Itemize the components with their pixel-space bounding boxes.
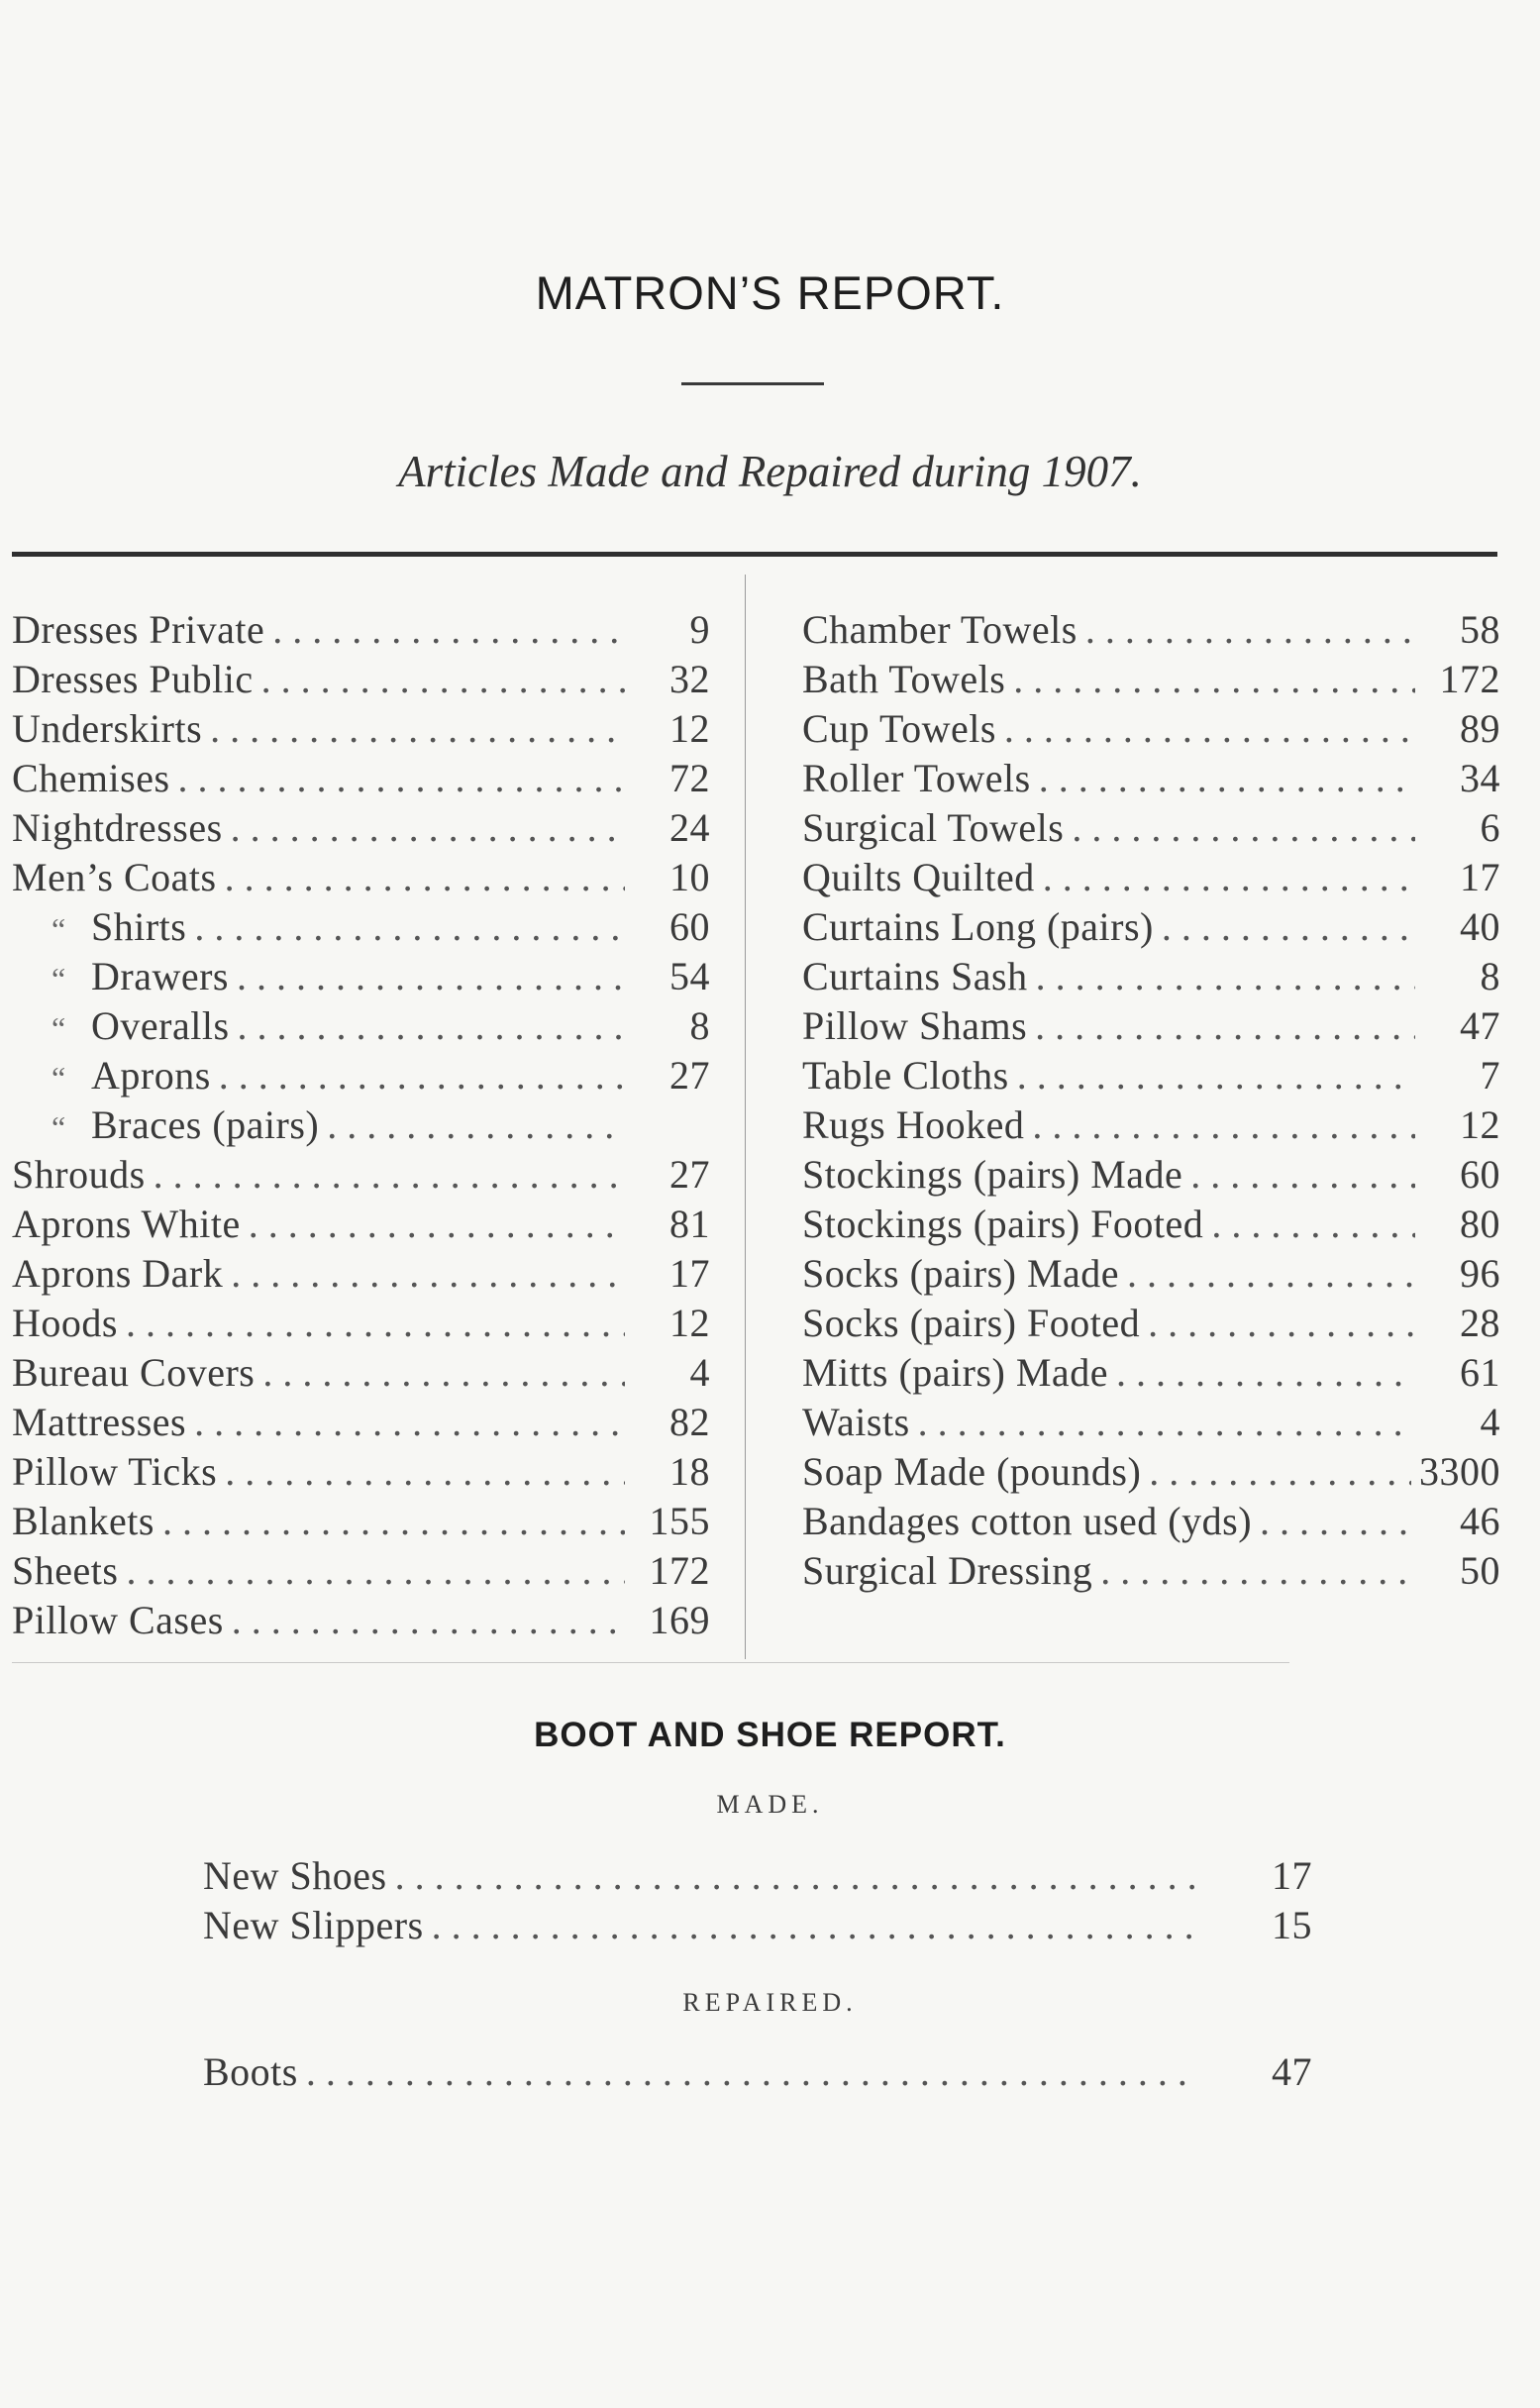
item-label: Chemises — [12, 756, 170, 800]
item-label: Aprons White — [12, 1202, 241, 1246]
header-rule — [12, 552, 1497, 557]
item-label: Socks (pairs) Footed — [802, 1301, 1141, 1345]
articles-right-column — [802, 606, 1500, 1597]
dot-leader — [1116, 1349, 1415, 1396]
item-label: Soap Made (pounds) — [802, 1449, 1142, 1494]
dot-leader — [918, 1399, 1415, 1445]
dot-leader — [238, 1002, 625, 1049]
page-subtitle: Articles Made and Repaired during 1907. — [398, 447, 1142, 496]
ditto-mark: “ — [51, 1060, 66, 1096]
item-label: Roller Towels — [802, 756, 1031, 800]
dot-leader — [1032, 1101, 1415, 1148]
item-label: Waists — [802, 1400, 910, 1444]
dot-leader — [232, 1597, 625, 1643]
item-count: 15 — [1272, 1903, 1312, 1947]
item-label: Pillow Shams — [802, 1003, 1028, 1048]
item-label: Pillow Ticks — [12, 1449, 218, 1494]
dot-leader — [1072, 804, 1415, 851]
item-count: 9 — [689, 607, 710, 652]
item-count: 4 — [1480, 1400, 1500, 1444]
list-item — [802, 1101, 1500, 1151]
dot-leader — [194, 1399, 625, 1445]
dot-leader — [225, 1448, 625, 1495]
item-label: Boots — [203, 2049, 298, 2094]
ditto-mark: “ — [51, 1010, 66, 1046]
list-item — [802, 1250, 1500, 1300]
dot-leader — [162, 1498, 625, 1544]
dot-leader — [1039, 755, 1415, 801]
dot-leader — [1035, 1002, 1415, 1049]
item-count: 8 — [689, 1003, 710, 1048]
item-count: 3300 — [1419, 1449, 1500, 1494]
page-title: MATRON’S REPORT. — [535, 266, 1005, 319]
item-count: 54 — [669, 954, 710, 998]
dot-leader — [1149, 1448, 1411, 1495]
list-item — [203, 1902, 1312, 1951]
item-count: 61 — [1460, 1350, 1500, 1395]
item-count: 47 — [1272, 2049, 1312, 2094]
item-label: Aprons — [91, 1053, 211, 1098]
item-label: Aprons Dark — [12, 1251, 224, 1296]
item-label: Rugs Hooked — [802, 1102, 1025, 1147]
articles-left-column — [12, 606, 710, 1646]
item-label: Sheets — [12, 1548, 119, 1593]
dot-leader — [395, 1852, 1195, 1899]
item-label: Curtains Long (pairs) — [802, 904, 1154, 949]
dot-leader — [1013, 656, 1415, 702]
item-count: 50 — [1460, 1548, 1500, 1593]
dot-leader — [210, 705, 625, 752]
item-count: 18 — [669, 1449, 710, 1494]
list-item — [802, 1349, 1500, 1399]
dot-leader — [1190, 1151, 1415, 1198]
item-label: Nightdresses — [12, 805, 223, 850]
ditto-mark: “ — [51, 961, 66, 996]
item-count: 32 — [669, 657, 710, 701]
dot-leader — [272, 606, 625, 653]
list-item — [802, 1300, 1500, 1349]
item-label: Shirts — [91, 904, 187, 949]
list-item — [802, 755, 1500, 804]
made-list — [203, 1852, 1312, 1951]
dot-leader — [1148, 1300, 1415, 1346]
dot-leader — [1036, 953, 1415, 999]
item-label: New Shoes — [203, 1853, 387, 1898]
list-item — [802, 656, 1500, 705]
item-label: Blankets — [12, 1499, 154, 1543]
ditto-mark: “ — [51, 911, 66, 947]
item-count: 172 — [649, 1548, 710, 1593]
dot-leader — [225, 854, 625, 900]
list-item — [12, 656, 710, 705]
dot-leader — [1100, 1547, 1415, 1594]
dot-leader — [178, 755, 625, 801]
item-label: Bureau Covers — [12, 1350, 256, 1395]
dot-leader — [126, 1547, 625, 1594]
dot-leader — [327, 1101, 625, 1148]
item-label: Overalls — [91, 1003, 230, 1048]
item-count: 17 — [1272, 1853, 1312, 1898]
item-count: 58 — [1460, 607, 1500, 652]
list-item — [12, 903, 710, 953]
item-label: Mattresses — [12, 1400, 187, 1444]
dot-leader — [306, 2048, 1195, 2095]
list-item — [802, 705, 1500, 755]
item-label: Braces (pairs) — [91, 1102, 320, 1147]
list-item — [12, 755, 710, 804]
list-item — [12, 606, 710, 656]
boot-shoe-title: BOOT AND SHOE REPORT. — [534, 1716, 1006, 1754]
item-count: 17 — [669, 1251, 710, 1296]
dot-leader — [1211, 1201, 1415, 1247]
list-item — [802, 1448, 1500, 1498]
item-count: 34 — [1460, 756, 1500, 800]
item-count: 27 — [669, 1053, 710, 1098]
list-item — [802, 953, 1500, 1002]
dot-leader — [154, 1151, 625, 1198]
dot-leader — [1085, 606, 1415, 653]
item-count: 89 — [1460, 706, 1500, 751]
item-count: 12 — [669, 706, 710, 751]
table-bottom-rule — [12, 1662, 1289, 1663]
list-item — [802, 606, 1500, 656]
list-item — [12, 854, 710, 903]
list-item — [12, 1052, 710, 1101]
list-item — [12, 953, 710, 1002]
list-item — [802, 804, 1500, 854]
dot-leader — [231, 1250, 625, 1297]
item-label: Surgical Towels — [802, 805, 1065, 850]
list-item — [802, 1052, 1500, 1101]
list-item — [12, 1547, 710, 1597]
item-label: Chamber Towels — [802, 607, 1078, 652]
list-item — [802, 1547, 1500, 1597]
list-item — [12, 1597, 710, 1646]
dot-leader — [237, 953, 625, 999]
item-count: 46 — [1460, 1499, 1500, 1543]
item-label: Underskirts — [12, 706, 203, 751]
list-item — [12, 1448, 710, 1498]
item-count: 28 — [1460, 1301, 1500, 1345]
list-item — [12, 1002, 710, 1052]
item-count: 172 — [1439, 657, 1500, 701]
item-count: 96 — [1460, 1251, 1500, 1296]
item-label: Mitts (pairs) Made — [802, 1350, 1108, 1395]
item-count: 80 — [1460, 1202, 1500, 1246]
item-label: Stockings (pairs) Footed — [802, 1202, 1204, 1246]
list-item — [12, 705, 710, 755]
dot-leader — [126, 1300, 625, 1346]
item-count: 8 — [1480, 954, 1500, 998]
list-item — [802, 1002, 1500, 1052]
dot-leader — [432, 1902, 1195, 1948]
item-label: Socks (pairs) Made — [802, 1251, 1120, 1296]
item-label: Shrouds — [12, 1152, 146, 1197]
item-label: Hoods — [12, 1301, 118, 1345]
dot-leader — [249, 1201, 625, 1247]
column-divider — [745, 575, 746, 1659]
list-item — [12, 1101, 710, 1151]
list-item — [12, 1151, 710, 1201]
item-count: 169 — [649, 1598, 710, 1642]
item-label: Quilts Quilted — [802, 855, 1035, 899]
dot-leader — [1162, 903, 1415, 950]
item-count: 17 — [1460, 855, 1500, 899]
list-item — [12, 1498, 710, 1547]
item-count: 72 — [669, 756, 710, 800]
dot-leader — [1017, 1052, 1415, 1099]
item-count: 24 — [669, 805, 710, 850]
list-item — [12, 1201, 710, 1250]
item-count: 81 — [669, 1202, 710, 1246]
item-count: 47 — [1460, 1003, 1500, 1048]
repaired-heading: REPAIRED. — [682, 1988, 858, 2017]
dot-leader — [231, 804, 625, 851]
made-heading: MADE. — [716, 1790, 824, 1819]
list-item — [12, 1349, 710, 1399]
item-count: 82 — [669, 1400, 710, 1444]
item-count: 27 — [669, 1152, 710, 1197]
item-label: Dresses Private — [12, 607, 265, 652]
dot-leader — [262, 1349, 625, 1396]
item-label: Men’s Coats — [12, 855, 217, 899]
list-item — [802, 1399, 1500, 1448]
item-count: 155 — [649, 1499, 710, 1543]
list-item — [802, 1498, 1500, 1547]
item-label: Drawers — [91, 954, 229, 998]
list-item — [802, 903, 1500, 953]
list-item — [12, 804, 710, 854]
item-count: 60 — [669, 904, 710, 949]
dot-leader — [194, 903, 625, 950]
item-label: Curtains Sash — [802, 954, 1028, 998]
item-count: 12 — [669, 1301, 710, 1345]
item-label: Stockings (pairs) Made — [802, 1152, 1183, 1197]
item-count: 40 — [1460, 904, 1500, 949]
list-item — [802, 1201, 1500, 1250]
list-item — [203, 2048, 1312, 2098]
dot-leader — [1127, 1250, 1415, 1297]
list-item — [802, 854, 1500, 903]
item-label: Bath Towels — [802, 657, 1006, 701]
list-item — [12, 1399, 710, 1448]
item-label: New Slippers — [203, 1903, 424, 1947]
item-label: Dresses Public — [12, 657, 254, 701]
item-count: 7 — [1480, 1053, 1500, 1098]
list-item — [203, 1852, 1312, 1902]
item-count: 6 — [1480, 805, 1500, 850]
dot-leader — [1043, 854, 1415, 900]
item-label: Surgical Dressing — [802, 1548, 1093, 1593]
dot-leader — [1004, 705, 1415, 752]
item-count: 12 — [1460, 1102, 1500, 1147]
item-label: Bandages cotton used (yds) — [802, 1499, 1253, 1543]
item-label: Table Cloths — [802, 1053, 1009, 1098]
dot-leader — [219, 1052, 625, 1099]
title-underline — [681, 382, 824, 385]
item-label: Cup Towels — [802, 706, 996, 751]
list-item — [12, 1250, 710, 1300]
item-label: Pillow Cases — [12, 1598, 224, 1642]
dot-leader — [261, 656, 625, 702]
dot-leader — [1260, 1498, 1415, 1544]
list-item — [802, 1151, 1500, 1201]
item-count: 4 — [689, 1350, 710, 1395]
list-item — [12, 1300, 710, 1349]
item-count: 10 — [669, 855, 710, 899]
ditto-mark: “ — [51, 1109, 66, 1145]
repaired-list — [203, 2048, 1312, 2098]
item-count: 60 — [1460, 1152, 1500, 1197]
